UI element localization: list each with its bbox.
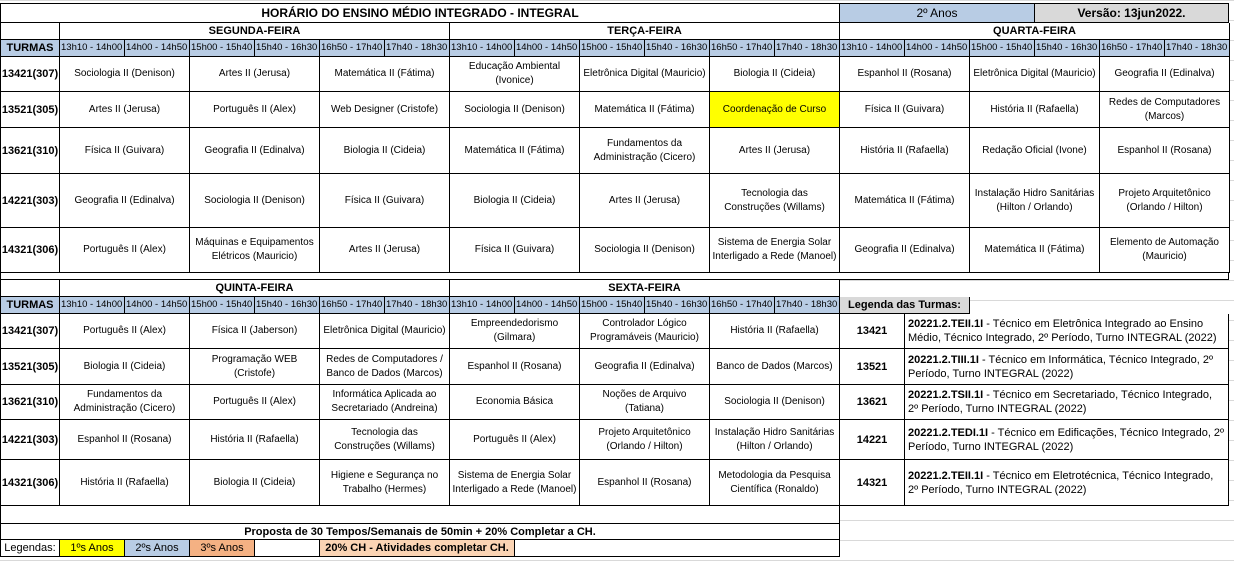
legendas-label: Legendas: — [0, 540, 60, 557]
schedule-title: HORÁRIO DO ENSINO MÉDIO INTEGRADO - INTEGRAL — [0, 3, 840, 23]
legend-ch-activities: 20% CH - Atividades completar CH. — [320, 540, 515, 557]
legend-turma-desc — [905, 385, 1229, 420]
legend-turma-text: - Técnico em Eletrotécnica, Técnico Integrado, 2º Período, Turno INTEGRAL (2022) — [908, 469, 1214, 496]
class-cell: Matemática II (Fátima) — [580, 92, 710, 128]
legend-turma-id: 20221.2.TEII.1I — [908, 318, 984, 330]
legend-turma-desc — [905, 349, 1229, 385]
class-cell: Biologia II (Cideia) — [320, 128, 450, 174]
legend-turma-text: - Técnico em Informática, Técnico Integrado, 2º Período, Turno INTEGRAL (2022) — [908, 353, 1214, 380]
class-cell: Português II (Alex) — [60, 314, 190, 349]
class-cell: Matemática II (Fátima) — [320, 57, 450, 92]
turma-cell — [0, 314, 60, 349]
day-header: TERÇA-FEIRA — [450, 23, 840, 40]
class-cell: Higiene e Segurança no Trabalho (Hermes) — [320, 460, 450, 506]
class-cell: Elemento de Automação (Mauricio) — [1100, 228, 1230, 273]
day-header: SEXTA-FEIRA — [450, 280, 840, 297]
class-cell: Geografia II (Edinalva) — [580, 349, 710, 385]
time-slot-header: 17h40 - 18h30 — [1165, 40, 1230, 57]
class-cell: Máquinas e Equipamentos Elétricos (Mauricio) — [190, 228, 320, 273]
class-cell: Sociologia II (Denison) — [710, 385, 840, 420]
time-slot-header: 13h10 - 14h00 — [60, 40, 125, 57]
turma-room: (306) — [32, 476, 59, 489]
legend-turma-desc — [905, 420, 1229, 460]
class-cell: Matemática II (Fátima) — [840, 174, 970, 228]
class-cell: Educação Ambiental (Ivonice) — [450, 57, 580, 92]
class-cell: Biologia II (Cideia) — [450, 174, 580, 228]
turma-cell — [0, 349, 60, 385]
class-cell: Geografia II (Edinalva) — [1100, 57, 1230, 92]
class-cell: Espanhol II (Rosana) — [840, 57, 970, 92]
time-slot-header: 17h40 - 18h30 — [385, 297, 450, 314]
class-cell: Banco de Dados (Marcos) — [710, 349, 840, 385]
class-cell: Matemática II (Fátima) — [970, 228, 1100, 273]
class-cell: Redes de Computadores / Banco de Dados (Marcos) — [320, 349, 450, 385]
class-cell: Física II (Guivara) — [60, 128, 190, 174]
time-slot-header: 13h10 - 14h00 — [450, 40, 515, 57]
class-cell: Projeto Arquitetônico (Orlando / Hilton) — [580, 420, 710, 460]
class-cell: Tecnologia das Construções (Willams) — [320, 420, 450, 460]
class-cell: Sociologia II (Denison) — [450, 92, 580, 128]
time-slot-header: 16h50 - 17h40 — [710, 40, 775, 57]
legend-turma-id: 20221.2.TEII.1I — [908, 469, 984, 482]
class-cell: Física II (Guivara) — [320, 174, 450, 228]
turma-cell — [0, 92, 60, 128]
class-cell: Empreendedorismo (Gilmara) — [450, 314, 580, 349]
time-slot-header: 13h10 - 14h00 — [60, 297, 125, 314]
turma-cell — [0, 420, 60, 460]
legend-turma-text: - Técnico em Eletrônica Integrado ao Ensino Médio, Técnico Integrado, 2º Período, Turno INTEGRAL (2022) — [908, 318, 1217, 344]
time-slot-header: 15h40 - 16h30 — [645, 40, 710, 57]
turma-room: (310) — [32, 396, 59, 408]
turma-code: 14321 — [1, 476, 33, 489]
class-cell: Fundamentos da Administração (Cicero) — [580, 128, 710, 174]
class-cell: Matemática II (Fátima) — [450, 128, 580, 174]
time-slot-header: 17h40 - 18h30 — [775, 297, 840, 314]
class-cell: Instalação Hidro Sanitárias (Hilton / Orlando) — [970, 174, 1100, 228]
class-cell: Noções de Arquivo (Tatiana) — [580, 385, 710, 420]
version-label: Versão: 13jun2022. — [1035, 3, 1229, 23]
time-slot-header: 15h40 - 16h30 — [255, 40, 320, 57]
time-slot-header: 13h10 - 14h00 — [450, 297, 515, 314]
class-cell: Economia Básica — [450, 385, 580, 420]
class-cell: Artes II (Jerusa) — [580, 174, 710, 228]
time-slot-header: 16h50 - 17h40 — [1100, 40, 1165, 57]
legend-turma-code: 13421 — [840, 314, 905, 349]
class-cell: Espanhol II (Rosana) — [580, 460, 710, 506]
time-slot-header: 15h00 - 15h40 — [580, 297, 645, 314]
class-cell: Sociologia II (Denison) — [60, 57, 190, 92]
turma-code: 13421 — [1, 325, 33, 337]
class-cell: Português II (Alex) — [190, 92, 320, 128]
class-cell: Redação Oficial (Ivone) — [970, 128, 1100, 174]
separator-row — [0, 273, 1229, 280]
class-cell: Artes II (Jerusa) — [60, 92, 190, 128]
class-cell: Eletrônica Digital (Mauricio) — [970, 57, 1100, 92]
class-cell: Redes de Computadores (Marcos) — [1100, 92, 1230, 128]
time-slot-header: 14h00 - 14h50 — [515, 40, 580, 57]
class-cell: Eletrônica Digital (Mauricio) — [320, 314, 450, 349]
class-cell: Física II (Guivara) — [450, 228, 580, 273]
blank-cell — [0, 23, 60, 40]
class-cell: História II (Rafaella) — [60, 460, 190, 506]
turma-room: (307) — [32, 68, 59, 80]
time-slot-header: 15h40 - 16h30 — [255, 297, 320, 314]
class-cell: Artes II (Jerusa) — [190, 57, 320, 92]
turma-cell — [0, 385, 60, 420]
legend-turma-code: 13621 — [840, 385, 905, 420]
class-cell: Espanhol II (Rosana) — [450, 349, 580, 385]
legend-turma-code: 14221 — [840, 420, 905, 460]
time-slot-header: 15h40 - 16h30 — [1035, 40, 1100, 57]
class-cell: Geografia II (Edinalva) — [190, 128, 320, 174]
turma-cell — [0, 128, 60, 174]
turma-room: (306) — [32, 244, 59, 256]
time-slot-header: 17h40 - 18h30 — [775, 40, 840, 57]
turma-code: 13621 — [1, 144, 33, 157]
gridline — [0, 0, 1234, 1]
turma-cell — [0, 57, 60, 92]
turma-code: 13521 — [1, 360, 33, 373]
turma-room: (310) — [32, 144, 59, 157]
day-header: QUARTA-FEIRA — [840, 23, 1230, 40]
class-cell: História II (Rafaella) — [840, 128, 970, 174]
turmas-header: TURMAS — [0, 297, 60, 314]
day-header: QUINTA-FEIRA — [60, 280, 450, 297]
class-cell: Português II (Alex) — [60, 228, 190, 273]
legend-turma-desc — [905, 460, 1229, 506]
legend-turma-text: - Técnico em Edificações, Técnico Integrado, 2º Período, Turno INTEGRAL (2022) — [908, 426, 1225, 453]
class-cell: Eletrônica Digital (Mauricio) — [580, 57, 710, 92]
class-cell: História II (Rafaella) — [190, 420, 320, 460]
legend-turma-id: 20221.2.TEDI.1I — [908, 426, 989, 439]
class-cell: Sociologia II (Denison) — [190, 174, 320, 228]
turma-code: 13521 — [1, 103, 33, 116]
class-cell: Tecnologia das Construções (Willams) — [710, 174, 840, 228]
class-cell: História II (Rafaella) — [970, 92, 1100, 128]
turma-room: (305) — [32, 103, 59, 116]
class-cell: Biologia II (Cideia) — [60, 349, 190, 385]
class-cell: Instalação Hidro Sanitárias (Hilton / Orlando) — [710, 420, 840, 460]
class-cell: Sociologia II (Denison) — [580, 228, 710, 273]
time-slot-header: 13h10 - 14h00 — [840, 40, 905, 57]
turma-code: 14321 — [1, 244, 33, 256]
time-slot-header: 16h50 - 17h40 — [710, 297, 775, 314]
turma-code: 13421 — [1, 68, 33, 80]
turmas-header: TURMAS — [0, 40, 60, 57]
class-cell: Artes II (Jerusa) — [320, 228, 450, 273]
legend-turma-code: 14321 — [840, 460, 905, 506]
class-cell: Biologia II (Cideia) — [190, 460, 320, 506]
time-slot-header: 14h00 - 14h50 — [125, 40, 190, 57]
year-label: 2º Anos — [840, 3, 1035, 23]
time-slot-header: 14h00 - 14h50 — [515, 297, 580, 314]
class-cell: Fundamentos da Administração (Cicero) — [60, 385, 190, 420]
blank-cell — [0, 280, 60, 297]
proposta-note: Proposta de 30 Tempos/Semanais de 50min + 20% Completar a CH. — [0, 524, 840, 540]
legend-3rd-years: 3ºs Anos — [190, 540, 255, 557]
class-cell: Web Designer (Cristofe) — [320, 92, 450, 128]
time-slot-header: 17h40 - 18h30 — [385, 40, 450, 57]
turma-code: 14221 — [1, 194, 33, 207]
class-cell: Geografia II (Edinalva) — [840, 228, 970, 273]
class-cell: Geografia II (Edinalva) — [60, 174, 190, 228]
legend-2nd-years: 2ºs Anos — [125, 540, 190, 557]
turma-cell — [0, 460, 60, 506]
time-slot-header: 14h00 - 14h50 — [125, 297, 190, 314]
class-cell: Controlador Lógico Programáveis (Mauricio) — [580, 314, 710, 349]
time-slot-header: 16h50 - 17h40 — [320, 40, 385, 57]
gridline — [0, 560, 1234, 561]
time-slot-header: 16h50 - 17h40 — [320, 297, 385, 314]
time-slot-header: 15h00 - 15h40 — [580, 40, 645, 57]
time-slot-header: 15h00 - 15h40 — [190, 40, 255, 57]
class-cell: Projeto Arquitetônico (Orlando / Hilton) — [1100, 174, 1230, 228]
class-cell: Artes II (Jerusa) — [710, 128, 840, 174]
legend-turma-desc — [905, 314, 1229, 349]
class-cell: Biologia II (Cideia) — [710, 57, 840, 92]
blank-row — [0, 506, 840, 524]
turma-cell — [0, 228, 60, 273]
class-cell: Coordenação de Curso — [710, 92, 840, 128]
class-cell: Informática Aplicada ao Secretariado (Andreina) — [320, 385, 450, 420]
turma-code: 13621 — [1, 396, 33, 408]
legend-turma-id: 20221.2.TIII.1I — [908, 353, 979, 366]
legend-blank — [515, 540, 840, 557]
turma-room: (303) — [32, 194, 59, 207]
legend-turma-text: - Técnico em Secretariado, Técnico Integrado, 2º Período, Turno INTEGRAL (2022) — [908, 389, 1213, 415]
class-cell: Física II (Jaberson) — [190, 314, 320, 349]
class-cell: Espanhol II (Rosana) — [60, 420, 190, 460]
class-cell: Português II (Alex) — [450, 420, 580, 460]
legend-turma-code: 13521 — [840, 349, 905, 385]
class-cell: Física II (Guivara) — [840, 92, 970, 128]
legend-turma-id: 20221.2.TSII.1I — [908, 389, 984, 401]
time-slot-header: 15h00 - 15h40 — [970, 40, 1035, 57]
class-cell: Metodologia da Pesquisa Científica (Ronaldo) — [710, 460, 840, 506]
legend-header: Legenda das Turmas: — [840, 297, 970, 314]
turma-room: (307) — [32, 325, 59, 337]
time-slot-header: 14h00 - 14h50 — [905, 40, 970, 57]
day-header: SEGUNDA-FEIRA — [60, 23, 450, 40]
turma-room: (303) — [32, 433, 59, 446]
class-cell: Espanhol II (Rosana) — [1100, 128, 1230, 174]
class-cell: Sistema de Energia Solar Interligado a Rede (Manoel) — [450, 460, 580, 506]
legend-blank — [255, 540, 320, 557]
class-cell: Português II (Alex) — [190, 385, 320, 420]
class-cell: Programação WEB (Cristofe) — [190, 349, 320, 385]
time-slot-header: 15h00 - 15h40 — [190, 297, 255, 314]
class-cell: Sistema de Energia Solar Interligado a Rede (Manoel) — [710, 228, 840, 273]
turma-room: (305) — [32, 360, 59, 373]
time-slot-header: 15h40 - 16h30 — [645, 297, 710, 314]
turma-cell — [0, 174, 60, 228]
legend-1st-years: 1ºs Anos — [60, 540, 125, 557]
turma-code: 14221 — [1, 433, 33, 446]
class-cell: História II (Rafaella) — [710, 314, 840, 349]
